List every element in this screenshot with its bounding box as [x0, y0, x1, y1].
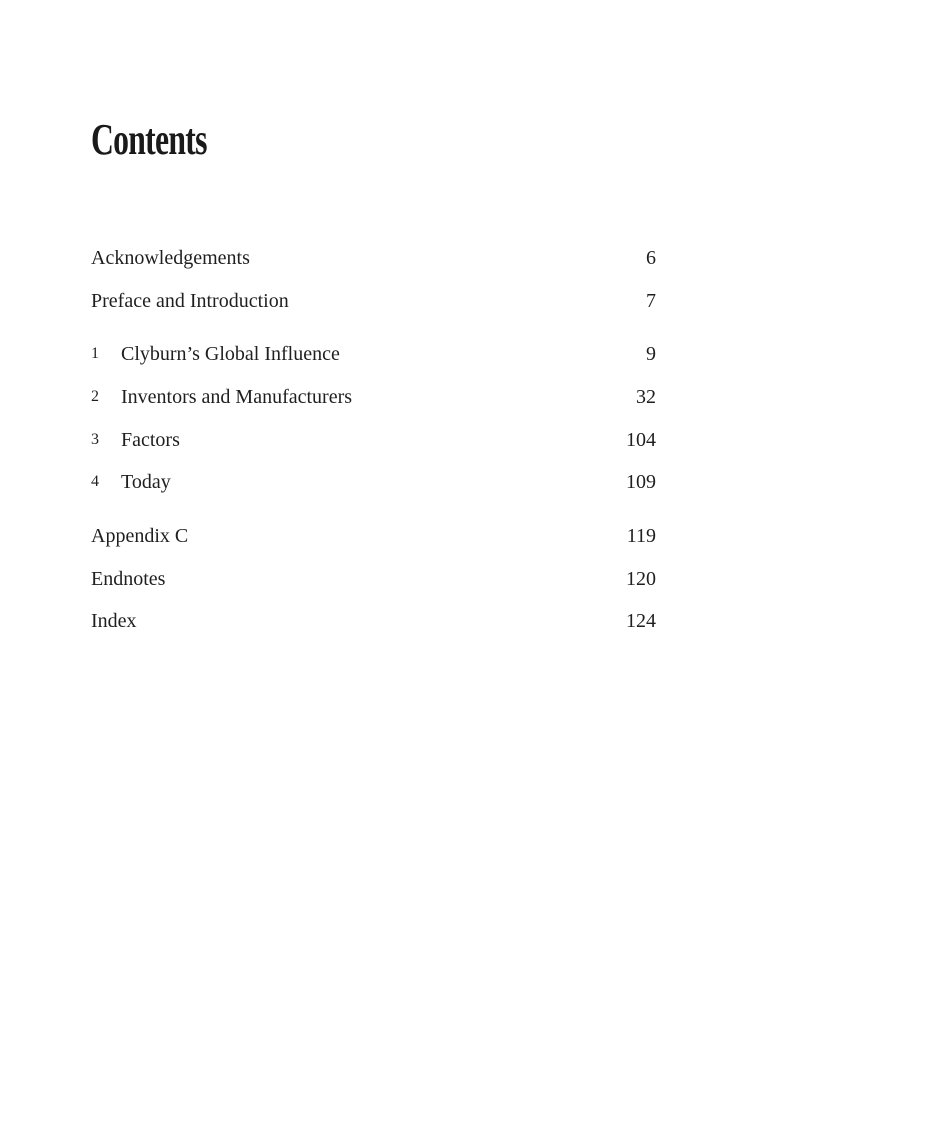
toc-entry-page: 32	[636, 386, 656, 408]
toc-entry-preface[interactable]	[91, 287, 656, 315]
chapter-number: 1	[91, 345, 99, 362]
toc-entry-title: Appendix C	[91, 525, 189, 547]
chapter-number: 3	[91, 431, 99, 448]
toc-entry-page: 6	[646, 247, 656, 269]
toc-entry-title: Preface and Introduction	[91, 290, 289, 312]
toc-entry-page: 124	[626, 610, 656, 632]
toc-entry-title: Factors	[121, 429, 180, 451]
chapter-number: 4	[91, 473, 99, 490]
toc-entry-title: Index	[91, 610, 137, 632]
toc-entry-page: 109	[626, 471, 656, 493]
page-title: Contents	[91, 115, 207, 164]
toc-entry-appendix-c[interactable]	[91, 522, 656, 550]
toc-entry-page: 104	[626, 429, 656, 451]
toc-entry-page: 9	[646, 343, 656, 365]
toc-entry-title: Clyburn’s Global Influence	[121, 343, 340, 365]
toc-entry-index[interactable]	[91, 607, 656, 635]
toc-entry-page: 119	[626, 525, 656, 547]
toc-entry-title: Acknowledgements	[91, 247, 250, 269]
toc-chapter-2[interactable]	[91, 383, 656, 411]
toc-entry-title: Endnotes	[91, 568, 166, 590]
toc-entry-acknowledgements[interactable]	[91, 244, 656, 272]
toc-chapter-4[interactable]	[91, 468, 656, 496]
toc-chapter-3[interactable]	[91, 426, 656, 454]
toc-entry-endnotes[interactable]	[91, 565, 656, 593]
toc-chapter-1[interactable]	[91, 340, 656, 368]
toc-entry-page: 120	[626, 568, 656, 590]
toc-entry-page: 7	[646, 290, 656, 312]
chapter-number: 2	[91, 388, 99, 405]
toc-entry-title: Inventors and Manufacturers	[121, 386, 353, 408]
toc-entry-title: Today	[121, 471, 171, 493]
